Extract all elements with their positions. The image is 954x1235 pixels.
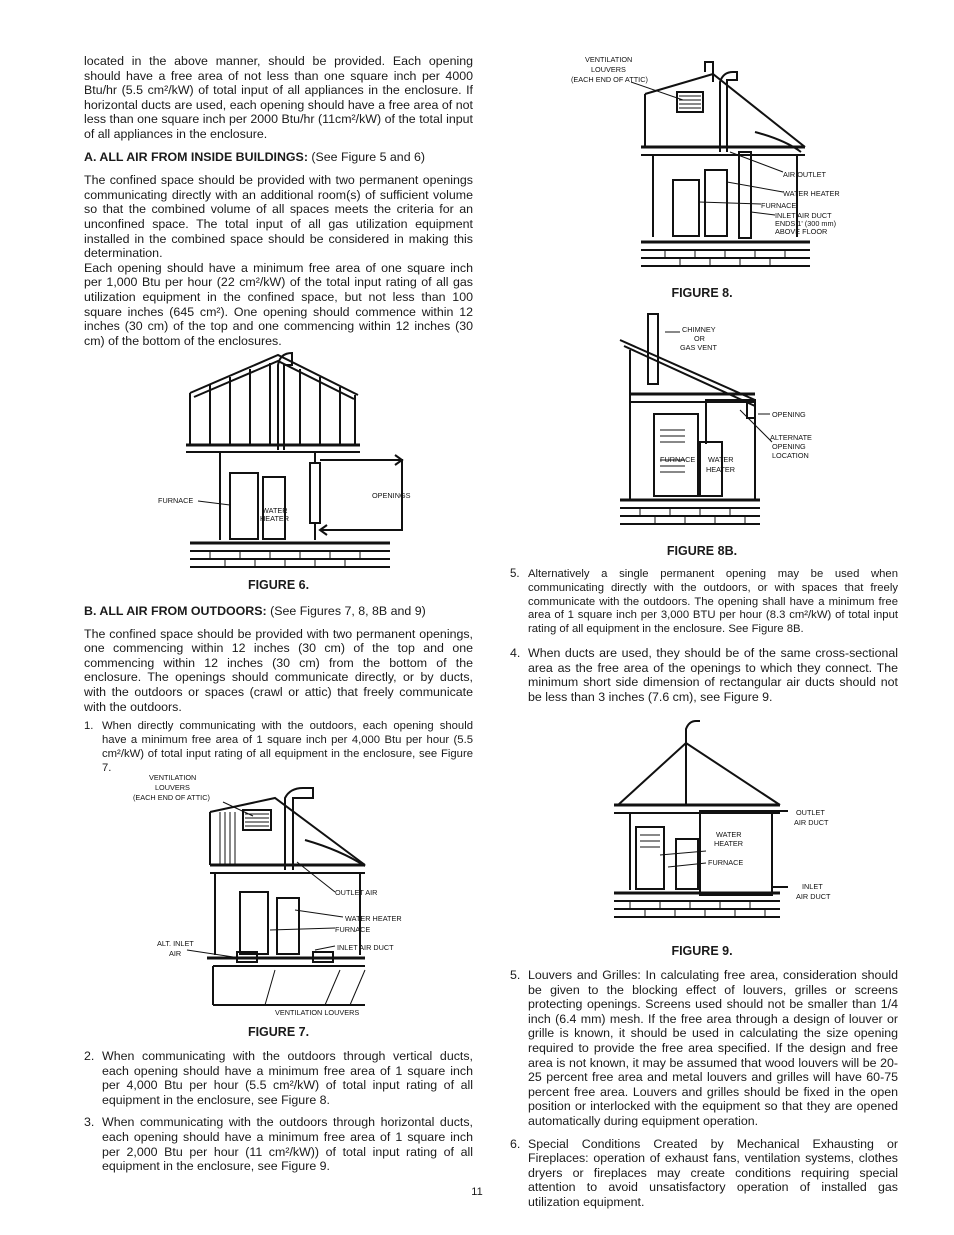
fig9-outlet-label-1: OUTLET (796, 808, 825, 817)
figure-7-drawing (125, 770, 425, 1020)
fig7-vent-label-3: (EACH END OF ATTIC) (133, 793, 210, 802)
figure-6-drawing (150, 345, 440, 575)
fig6-heater-label: HEATER (260, 514, 290, 523)
fig9-heater-label: HEATER (714, 839, 744, 848)
fig9-inlet-label-1: INLET (802, 882, 823, 891)
list-item-5b-text: Louvers and Grilles: In calculating free area, consideration should be given to the blocking effect of louvers, grilles or screens protecting openings. Screens used should not be smaller than 1/4 inch (6.4 mm) mesh. If the free area through a design of louver or grille is known, it should be used in calculating the size opening required to provide the free area specified. If the design and free area is not known, it may be assumed that wood louvers will be 20-25 percent free area and metal louvers and grilles will have 60-75 percent free area. Louvers and grilles should be fixed in the open position or interlocked with the equipment so that they are opened automatically during equipment operation. (528, 968, 898, 1128)
list-item-2-text: When communicating with the outdoors through vertical ducts, each opening should have a minimum free area of 1 square inch per 4,000 Btu per hour (5.5 cm²/kW) of total input rating of all equipment in the enclosure, see Figure 8. (102, 1049, 473, 1107)
figure-8-drawing (565, 52, 845, 282)
fig7-vent-label-1: VENTILATION (149, 773, 197, 782)
page-number: 11 (471, 1186, 483, 1198)
fig8b-alt-label-3: LOCATION (772, 451, 809, 460)
left-list-2-3 (84, 1049, 473, 1174)
fig7-outlet-label: OUTLET AIR (335, 888, 378, 897)
list-item-1-number: 1. (84, 720, 94, 733)
list-item-4 (510, 646, 898, 704)
figure-7-caption: FIGURE 7. (247, 1025, 310, 1039)
fig7-furnace-label: FURNACE (335, 925, 371, 934)
section-b (84, 604, 473, 775)
fig8-inlet-label-2: ENDS 1' (300 mm) (775, 219, 836, 228)
figure-8 (565, 52, 845, 282)
fig8-inlet-label-1: INLET AIR DUCT (775, 211, 832, 220)
section-b-title: B. ALL AIR FROM OUTDOORS: (84, 604, 267, 618)
list-item-5a (510, 568, 898, 637)
section-a-heading (84, 150, 473, 165)
figure-9-drawing (590, 715, 835, 930)
list-item-4-text: When ducts are used, they should be of the same cross-sectional area as the free area of the openings to which they connect. The minimum short side dimension of rectangular air ducts should not be less than 3 inches (7.6 cm), see Figure 9. (528, 645, 898, 704)
fig8b-opening-label: OPENING (772, 410, 806, 419)
fig8-inlet-label-3: ABOVE FLOOR (775, 227, 828, 236)
section-a-paragraph-2: Each opening should have a minimum free area of one square inch per 1,000 Btu per hour (22 cm²/kW) of the total input rating of all gas utilization equipment in the confined space, but not less than 100 square inches (645 cm²). One opening should commence within 12 inches (30 cm) of the top and one commencing within 12 inches (30 cm) of the bottom of the enclosures. (84, 260, 473, 348)
fig8b-water-label: WATER (708, 455, 734, 464)
fig8b-heater-label: HEATER (706, 465, 736, 474)
section-a-title: A. ALL AIR FROM INSIDE BUILDINGS: (84, 149, 308, 164)
figure-7 (125, 770, 425, 1020)
fig6-furnace-label: FURNACE (158, 496, 194, 505)
fig8-outlet-label: AIR OUTLET (783, 170, 826, 179)
section-a-paragraph-1: The confined space should be provided with two permanent openings communicating directly with an additional room(s) of sufficient volume so that the combined volume of all spaces meets the criteria for an unconfined space. The total input of all gas utilization equipment installed in the combined space should be considered in making this determination. (84, 173, 473, 261)
list-item-3 (84, 1115, 473, 1173)
figure-6 (150, 345, 440, 575)
figure-8-caption: FIGURE 8. (671, 286, 733, 300)
right-list-bottom (510, 968, 898, 1210)
list-item-4-number: 4. (510, 645, 521, 660)
fig7-alt-label-1: ALT. INLET (157, 939, 194, 948)
figure-8b-drawing (590, 310, 830, 535)
list-item-5a-number: 5. (510, 568, 520, 580)
list-item-1-text: When directly communicating with the outdoors, each opening should have a minimum free area of 1 square inch per 4,000 Btu per hour (5.5 cm²/kW) of total input rating of all equipment in the enclosure, see Figure 7. (102, 720, 473, 774)
section-b-ref: (See Figures 7, 8, 8B and 9) (266, 604, 426, 618)
fig9-inlet-label-2: AIR DUCT (796, 892, 831, 901)
fig8-water-heater-label: WATER HEATER (783, 189, 840, 198)
figure-8b (590, 310, 830, 535)
figure-6-caption: FIGURE 6. (247, 578, 310, 592)
fig7-water-heater-label: WATER HEATER (345, 914, 402, 923)
section-b-paragraph: The confined space should be provided with two permanent openings, one commencing within 12 inches (30 cm) of the top and one commencing within 12 inches (30 cm) from the bottom of the enclosure. The openings should communicate directly, or by ducts, with the outdoors or spaces (crawl or attic) that freely communicate with the outdoors. (84, 626, 473, 714)
left-column (84, 54, 473, 348)
fig8b-alt-label-1: ALTERNATE (770, 433, 812, 442)
fig8-vent-label-1: VENTILATION (585, 55, 633, 64)
figure-9-caption: FIGURE 9. (671, 944, 733, 958)
fig7-inlet-label: INLET AIR DUCT (337, 943, 394, 952)
fig6-water-label: WATER (262, 506, 288, 515)
fig8b-alt-label-2: OPENING (772, 442, 806, 451)
list-item-6 (510, 1137, 898, 1210)
list-item-6-text: Special Conditions Created by Mechanical Exhausting or Fireplaces: operation of exhaust fans, ventilation systems, clothes dryers or fireplaces may create conditions requiring special attention to avoid unsatisfactory operation of installed gas utilization equipment. (528, 1136, 898, 1209)
figure-8b-caption: FIGURE 8B. (666, 544, 738, 558)
fig8b-chimney-label-3: GAS VENT (680, 343, 717, 352)
fig8-vent-label-3: (EACH END OF ATTIC) (571, 75, 648, 84)
fig8-vent-label-2: LOUVERS (591, 65, 626, 74)
fig9-furnace-label: FURNACE (708, 858, 744, 867)
list-item-5a-text: Alternatively a single permanent opening may be used when communicating directly with the outdoors, or with spaces that freely communicate with the outdoors. The opening shall have a minimum free area of 1 square inch per 3,000 BTU per hour (8.3 cm²/kW) of total input rating of all equipment in the enclosure. See Figure 8B. (528, 568, 898, 636)
list-item-1 (84, 720, 473, 775)
right-list-top (510, 568, 898, 704)
list-item-3-number: 3. (84, 1115, 95, 1130)
fig8b-chimney-label-1: CHIMNEY (682, 325, 716, 334)
fig8-furnace-label: FURNACE (761, 201, 797, 210)
fig6-openings-label: OPENINGS (372, 491, 411, 500)
fig8b-chimney-label-2: OR (694, 334, 705, 343)
list-item-5b (510, 968, 898, 1129)
list-item-2-number: 2. (84, 1049, 95, 1063)
intro-paragraph: located in the above manner, should be provided. Each opening should have a free area of not less than one square inch per 4000 Btu/hr (5.5 cm²/kW) of total input of all appliances in the enclosure. If horizontal ducts are used, each opening should have a free area of not less than one square inch per 2000 Btu/hr (11cm²/kW) of the total input of all appliances in the enclosure. (84, 54, 473, 141)
fig7-vent-label-2: LOUVERS (155, 783, 190, 792)
fig7-alt-label-2: AIR (169, 949, 182, 958)
list-item-5b-number: 5. (510, 968, 521, 982)
section-a-ref: (See Figure 5 and 6) (307, 149, 426, 164)
figure-9 (590, 715, 835, 930)
list-item-3-text: When communicating with the outdoors through horizontal ducts, each opening should have a minimum free area of 1 square inch per 2,000 Btu per hour (11 cm²/kW)) of total input rating of all equipment in the enclosure, see Figure 9. (102, 1115, 473, 1174)
fig7-louvers-label: VENTILATION LOUVERS (275, 1008, 360, 1017)
section-b-heading (84, 604, 473, 619)
list-item-2 (84, 1049, 473, 1107)
fig9-outlet-label-2: AIR DUCT (794, 818, 829, 827)
list-item-6-number: 6. (510, 1136, 521, 1151)
fig9-water-label: WATER (716, 830, 742, 839)
fig8b-furnace-label: FURNACE (660, 455, 696, 464)
